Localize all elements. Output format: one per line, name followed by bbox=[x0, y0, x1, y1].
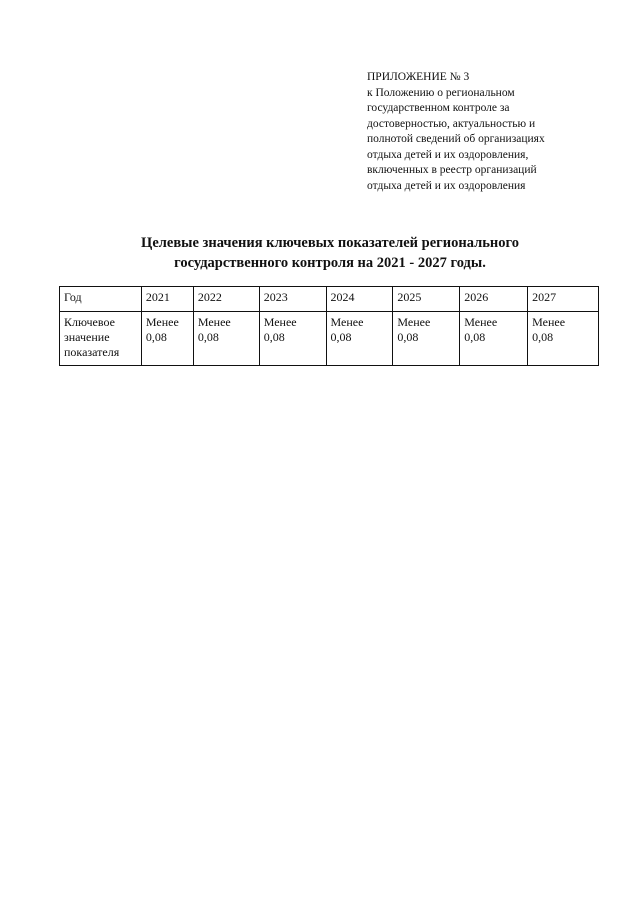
value-word: Менее bbox=[330, 315, 364, 329]
appendix-heading: ПРИЛОЖЕНИЕ № 3 bbox=[367, 71, 470, 83]
value-number: 0,08 bbox=[145, 330, 167, 344]
header-label-cell: Год bbox=[60, 287, 142, 312]
appendix-block bbox=[367, 70, 617, 194]
appendix-line: к Положению о региональном bbox=[367, 86, 515, 99]
value-cell bbox=[193, 312, 259, 366]
value-word: Менее bbox=[145, 315, 179, 329]
appendix-line: достоверностью, актуальностью и bbox=[367, 117, 536, 130]
row-label-line: значение bbox=[64, 330, 110, 344]
value-word: Менее bbox=[263, 315, 297, 329]
title-line-2: государственного контроля на 2021 - 2027 годы. bbox=[174, 255, 486, 271]
row-label-line: показателя bbox=[64, 345, 120, 359]
value-cell bbox=[259, 312, 326, 366]
value-word: Менее bbox=[464, 315, 498, 329]
appendix-line: государственном контроле за bbox=[367, 102, 510, 114]
value-cell bbox=[528, 312, 599, 366]
value-word: Менее bbox=[532, 315, 566, 329]
value-word: Менее bbox=[397, 315, 431, 329]
year-cell: 2021 bbox=[141, 287, 193, 312]
value-number: 0,08 bbox=[197, 330, 219, 344]
value-number: 0,08 bbox=[330, 330, 352, 344]
appendix-line: отдыха детей и их оздоровления bbox=[367, 179, 526, 192]
appendix-line: отдыха детей и их оздоровления, bbox=[367, 148, 529, 161]
table-header-row bbox=[60, 287, 599, 312]
year-cell: 2025 bbox=[393, 287, 460, 312]
value-number: 0,08 bbox=[464, 330, 486, 344]
appendix-line: полнотой сведений об организациях bbox=[367, 133, 545, 145]
value-cell bbox=[460, 312, 528, 366]
kpi-table bbox=[59, 286, 599, 366]
row-label-cell bbox=[60, 312, 142, 366]
value-number: 0,08 bbox=[532, 330, 554, 344]
title-line-1: Целевые значения ключевых показателей регионального bbox=[141, 235, 519, 251]
appendix-line: включенных в реестр организаций bbox=[367, 164, 537, 176]
value-cell bbox=[393, 312, 460, 366]
year-cell: 2027 bbox=[528, 287, 599, 312]
year-cell: 2022 bbox=[193, 287, 259, 312]
row-label-line: Ключевое bbox=[64, 315, 115, 329]
value-word: Менее bbox=[197, 315, 231, 329]
year-cell: 2026 bbox=[460, 287, 528, 312]
value-number: 0,08 bbox=[397, 330, 419, 344]
year-cell: 2023 bbox=[259, 287, 326, 312]
table-value-row bbox=[60, 312, 599, 366]
value-cell bbox=[326, 312, 393, 366]
year-cell: 2024 bbox=[326, 287, 393, 312]
value-number: 0,08 bbox=[263, 330, 285, 344]
value-cell bbox=[141, 312, 193, 366]
document-title bbox=[60, 233, 600, 273]
